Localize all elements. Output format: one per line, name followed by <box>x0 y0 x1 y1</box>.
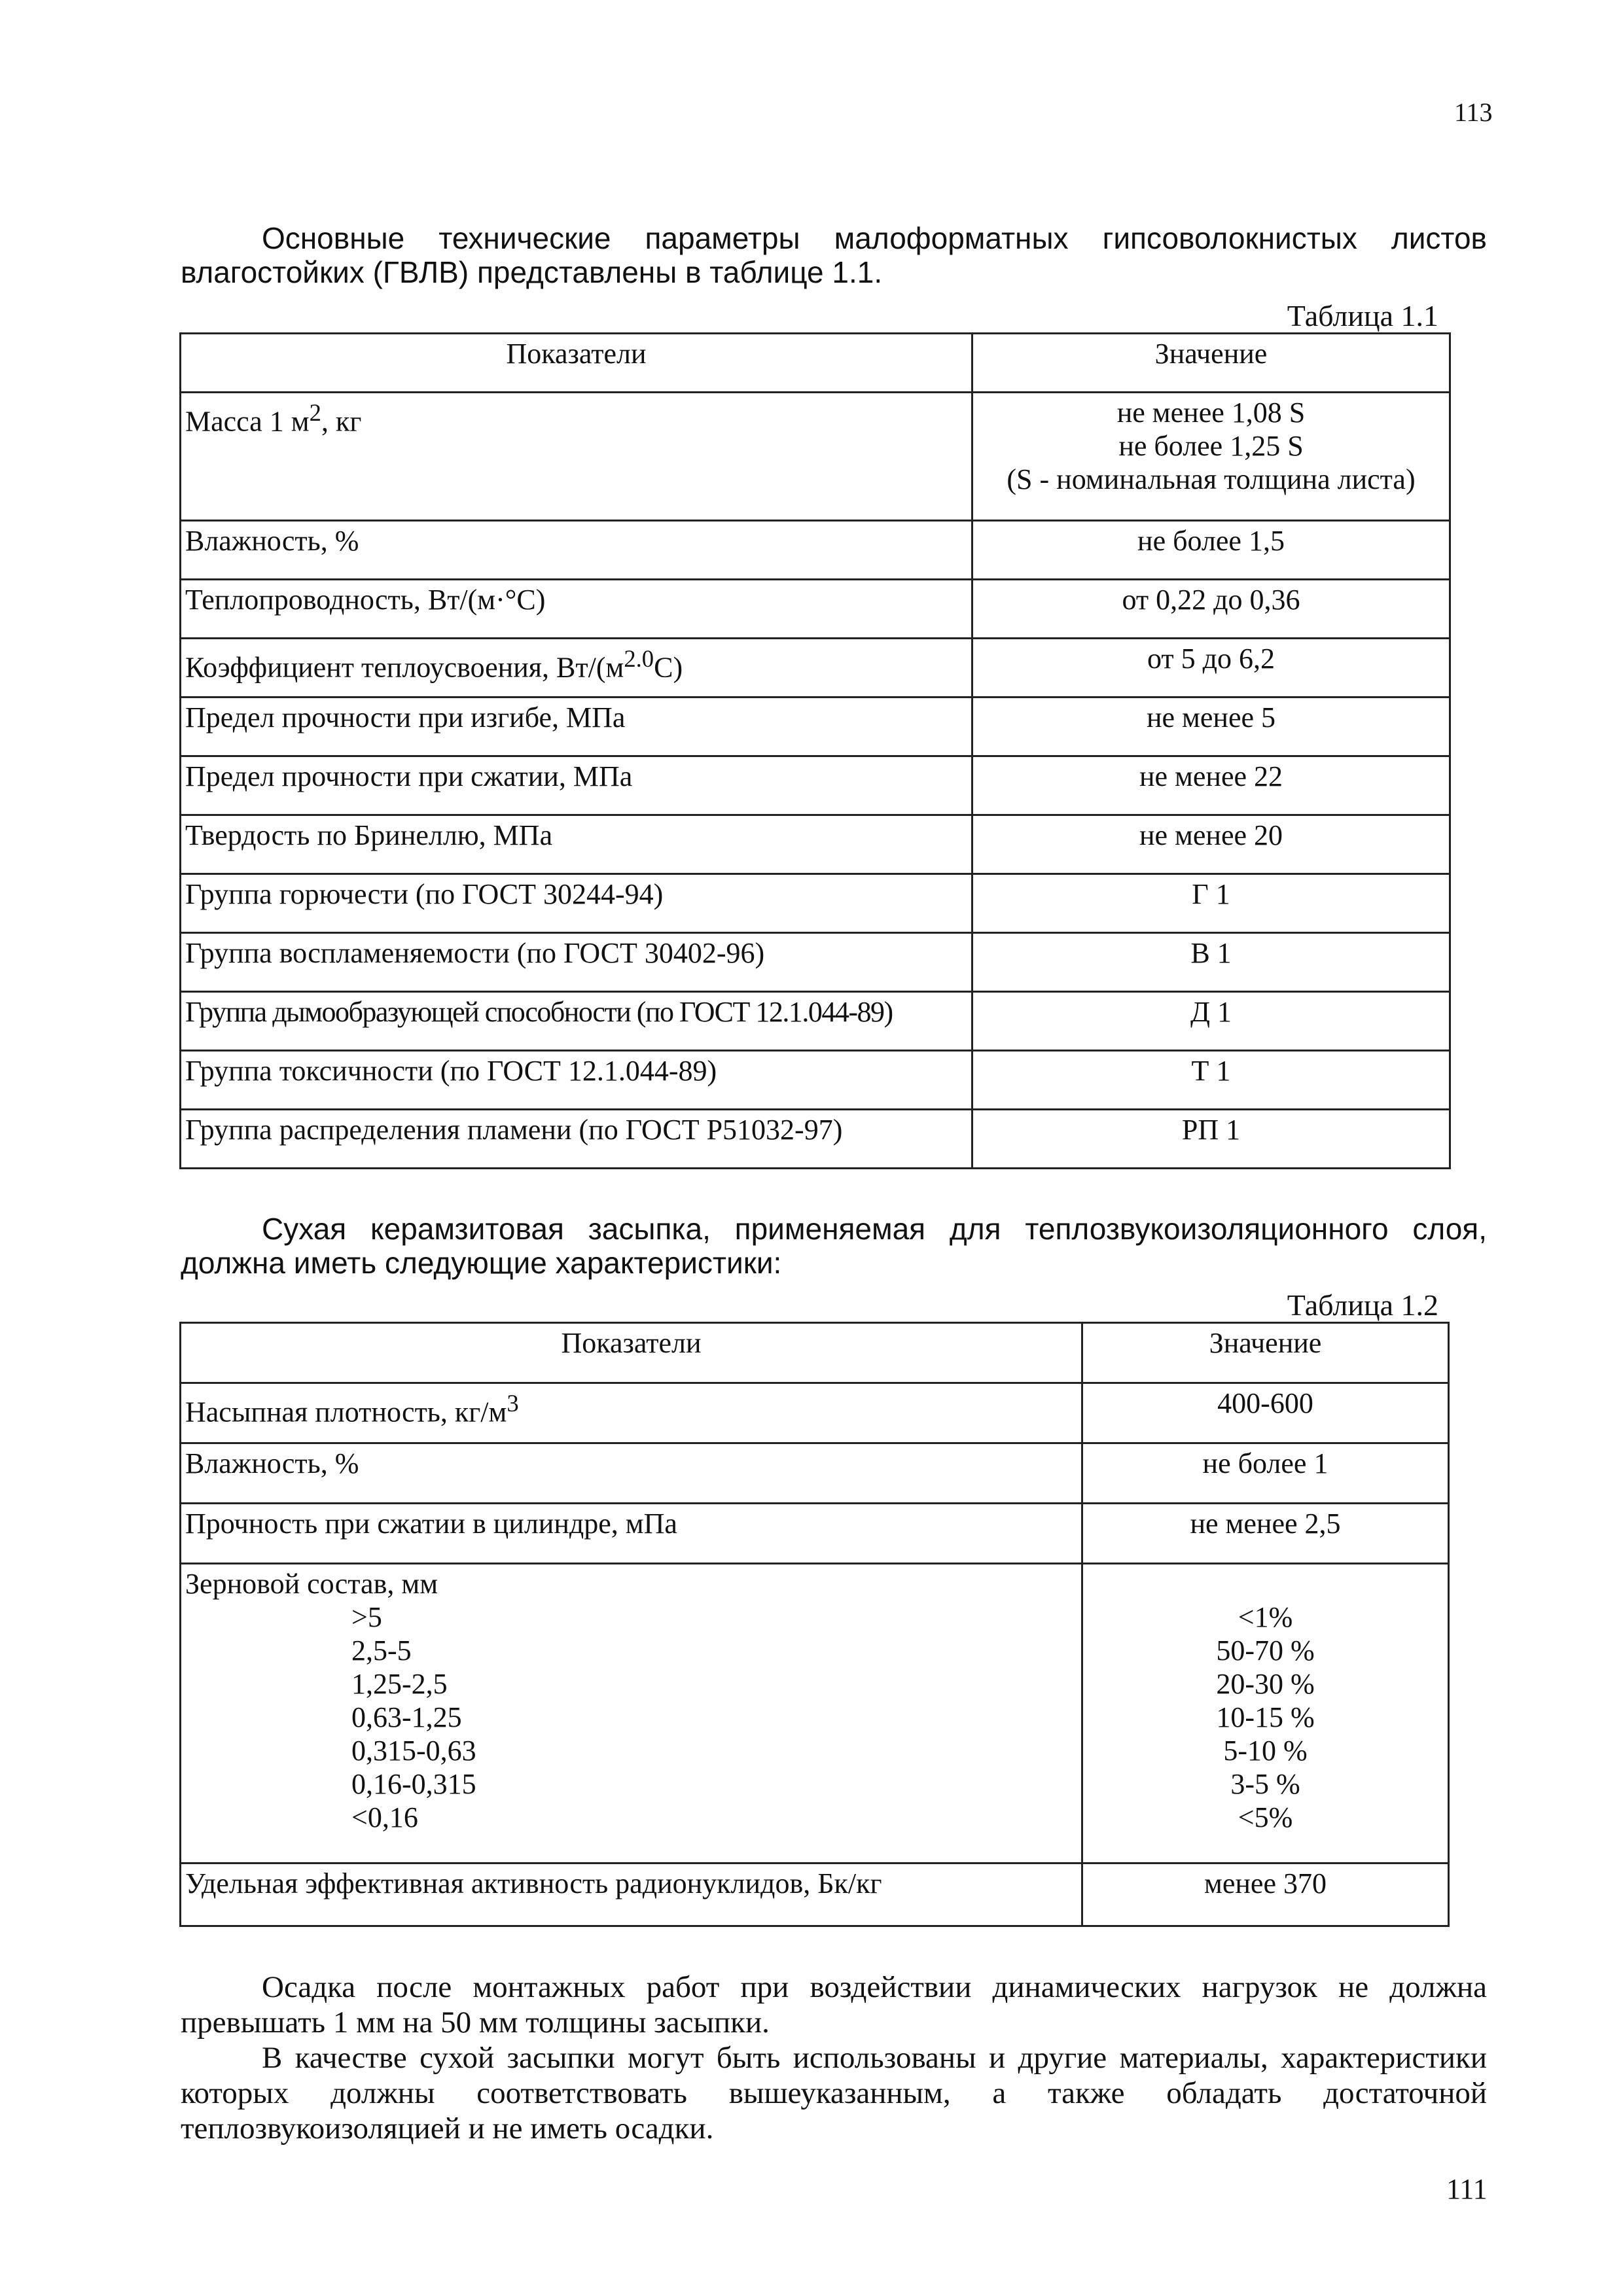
grain-value: 20-30 % <box>1216 1668 1315 1700</box>
table1-caption: Таблица 1.1 <box>1287 299 1438 332</box>
row-value: менее 370 <box>1082 1863 1449 1926</box>
row-param: Коэффициент теплоусвоения, $Вт/(м^{2.0}С)$ <box>181 639 972 698</box>
table-1 <box>179 332 1451 1169</box>
grain-size-list <box>185 1600 1077 1834</box>
middle-paragraph <box>181 1212 1487 1280</box>
table1-header-param: Показатели <box>181 334 972 393</box>
row-value: не менее 5 <box>972 698 1450 756</box>
closing-paragraph-1 <box>181 1969 1487 2040</box>
row-value: не более 1,5 <box>972 521 1450 580</box>
table-row <box>181 992 1450 1051</box>
row-param: Группа дымообразующей способности (по ГОСТ 12.1.044-89) <box>181 992 972 1051</box>
row-param: Масса 1 $м^2$, кг <box>181 393 972 521</box>
row-param: Группа воспламеняемости (по ГОСТ 30402-96) <box>181 933 972 992</box>
row-value: не менее 1,08 S не более 1,25 S (S - номинальная толщина листа) <box>972 393 1450 521</box>
middle-paragraph-text: Сухая керамзитовая засыпка, применяемая для теплозвукоизоляционного слоя, должна иметь следующие характеристики: <box>181 1212 1487 1280</box>
table-row <box>181 698 1450 756</box>
table-row <box>181 580 1450 639</box>
row-value: от 5 до 6,2 <box>972 639 1450 698</box>
intro-paragraph-text: Основные технические параметры малоформатных гипсоволокнистых листов влагостойких (ГВЛВ) представлены в таблице 1.1. <box>181 221 1487 289</box>
table-2 <box>179 1322 1450 1927</box>
table-row <box>181 815 1450 874</box>
table-row <box>181 756 1450 815</box>
grain-value: 5-10 % <box>1223 1735 1308 1767</box>
row-param: Предел прочности при сжатии, МПа <box>181 756 972 815</box>
row-param: Группа токсичности (по ГОСТ 12.1.044-89) <box>181 1051 972 1110</box>
table-row <box>181 521 1450 580</box>
table-row <box>181 933 1450 992</box>
table-row <box>181 1051 1450 1110</box>
table2-header-value: Значение <box>1082 1323 1449 1383</box>
table2-header-row <box>181 1323 1449 1383</box>
row-param: Группа распределения пламени (по ГОСТ Р51032-97) <box>181 1110 972 1169</box>
row-value: Г 1 <box>972 874 1450 933</box>
table1-header-row <box>181 334 1450 393</box>
table-row <box>181 639 1450 698</box>
grain-param <box>181 1564 1082 1863</box>
table2-caption: Таблица 1.2 <box>1287 1288 1438 1322</box>
row-param: Теплопроводность, Вт/(м·°С) <box>181 580 972 639</box>
grain-value: 10-15 % <box>1216 1701 1315 1733</box>
row-param: Твердость по Бринеллю, МПа <box>181 815 972 874</box>
row-value: Д 1 <box>972 992 1450 1051</box>
table-row <box>181 1383 1449 1443</box>
row-value: не менее 20 <box>972 815 1450 874</box>
grain-value: <1% <box>1238 1601 1293 1633</box>
row-value: не менее 22 <box>972 756 1450 815</box>
grain-label: Зерновой состав, мм <box>185 1568 438 1600</box>
closing-paragraph-2-text: В качестве сухой засыпки могут быть использованы и другие материалы, характеристики которых должны соответствовать вышеуказанным, а также обладать достаточной теплозвукоизоляцией и не иметь осадки. <box>181 2041 1487 2146</box>
table1-header-value: Значение <box>972 334 1450 393</box>
closing-paragraph-1-text: Осадка после монтажных работ при воздействии динамических нагрузок не должна превышать 1 мм на 50 мм толщины засыпки. <box>181 1970 1487 2040</box>
row-value: от 0,22 до 0,36 <box>972 580 1450 639</box>
page-number-bottom: 111 <box>1446 2173 1488 2205</box>
row-value: В 1 <box>972 933 1450 992</box>
table-row <box>181 1863 1449 1926</box>
grain-value: 50-70 % <box>1216 1634 1315 1667</box>
grain-size: >5 <box>351 1601 382 1633</box>
row-param: Насыпная плотность, $кг/м^3$ <box>181 1383 1082 1443</box>
row-value: не более 1 <box>1082 1443 1449 1504</box>
row-value: РП 1 <box>972 1110 1450 1169</box>
table-row <box>181 874 1450 933</box>
grain-value: 3-5 % <box>1230 1768 1300 1800</box>
grain-size: 1,25-2,5 <box>351 1668 448 1700</box>
row-param: Прочность при сжатии в цилиндре, мПа <box>181 1504 1082 1564</box>
grain-size: 2,5-5 <box>351 1634 412 1667</box>
row-param: Влажность, % <box>181 1443 1082 1504</box>
intro-paragraph <box>181 221 1487 289</box>
row-param: Влажность, % <box>181 521 972 580</box>
row-value: не менее 2,5 <box>1082 1504 1449 1564</box>
table-row <box>181 1443 1449 1504</box>
grain-size: 0,315-0,63 <box>351 1735 476 1767</box>
row-param: Удельная эффективная активность радионуклидов, Бк/кг <box>181 1863 1082 1926</box>
table-row <box>181 1504 1449 1564</box>
row-value: Т 1 <box>972 1051 1450 1110</box>
row-param: Предел прочности при изгибе, МПа <box>181 698 972 756</box>
grain-value: <5% <box>1238 1801 1293 1833</box>
grain-row <box>181 1564 1449 1863</box>
closing-paragraph-2 <box>181 2040 1487 2146</box>
row-value: 400-600 <box>1082 1383 1449 1443</box>
page-number-top: 113 <box>1454 97 1493 127</box>
grain-values <box>1082 1564 1449 1863</box>
grain-size: 0,16-0,315 <box>351 1768 476 1800</box>
table-row <box>181 393 1450 521</box>
table2-header-param: Показатели <box>181 1323 1082 1383</box>
grain-size: <0,16 <box>351 1801 418 1833</box>
grain-size: 0,63-1,25 <box>351 1701 462 1733</box>
row-param: Группа горючести (по ГОСТ 30244-94) <box>181 874 972 933</box>
table-row <box>181 1110 1450 1169</box>
